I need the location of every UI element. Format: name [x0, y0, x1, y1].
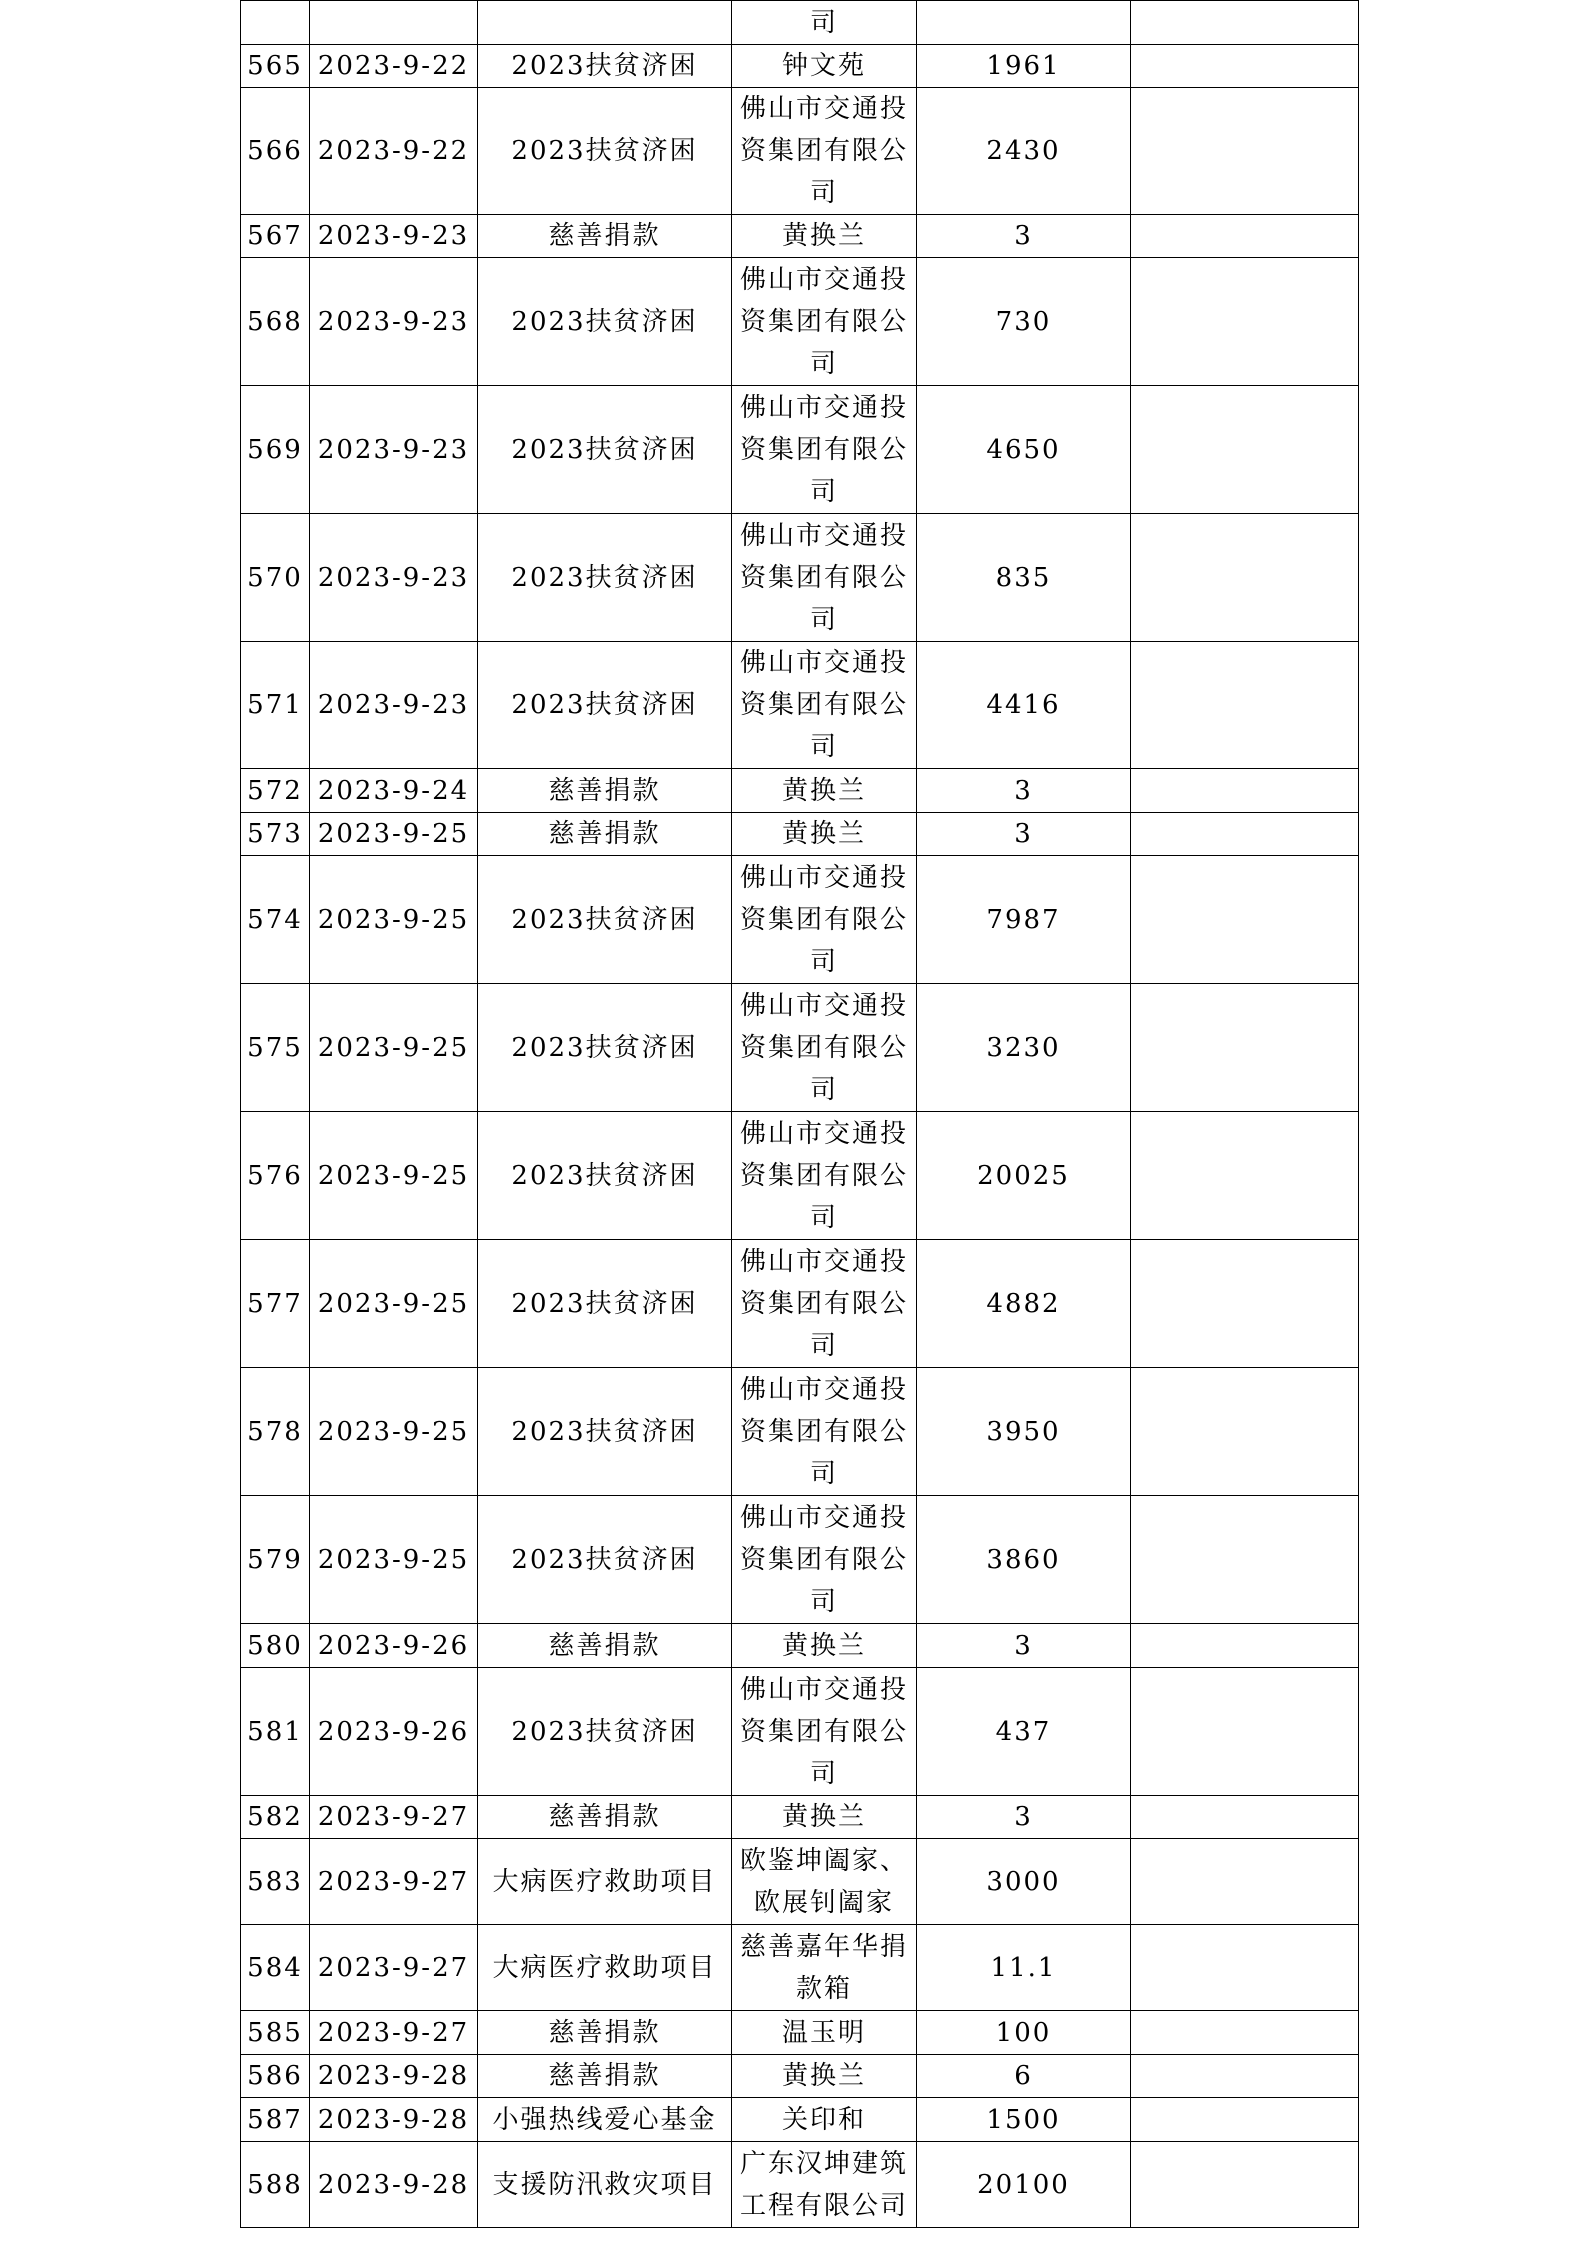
cell-donor: 佛山市交通投资集团有限公司: [732, 1668, 917, 1796]
cell-date: 2023-9-25: [310, 856, 478, 984]
cell-date: 2023-9-23: [310, 258, 478, 386]
cell-donor: 黄换兰: [732, 215, 917, 258]
table-row: [241, 1925, 1359, 2011]
cell-date: 2023-9-25: [310, 1496, 478, 1624]
cell-remark: [1131, 1668, 1359, 1796]
cell-remark: [1131, 642, 1359, 769]
cell-donor: 佛山市交通投资集团有限公司: [732, 514, 917, 642]
cell-amount: 3: [917, 215, 1131, 258]
cell-project: 慈善捐款: [478, 813, 732, 856]
cell-project: 2023扶贫济困: [478, 1112, 732, 1240]
table-row: [241, 2142, 1359, 2228]
cell-date: 2023-9-23: [310, 642, 478, 769]
cell-amount: 1961: [917, 45, 1131, 88]
cell-donor: 黄换兰: [732, 813, 917, 856]
cell-project: 小强热线爱心基金: [478, 2098, 732, 2142]
cell-remark: [1131, 1925, 1359, 2011]
cell-remark: [1131, 1496, 1359, 1624]
cell-project: 2023扶贫济困: [478, 984, 732, 1112]
cell-project: 2023扶贫济困: [478, 856, 732, 984]
cell-project: 2023扶贫济困: [478, 514, 732, 642]
cell-donor: 黄换兰: [732, 1796, 917, 1839]
table-row: [241, 2011, 1359, 2055]
table-row: [241, 1368, 1359, 1496]
cell-no: 572: [241, 769, 310, 813]
cell-amount: 20025: [917, 1112, 1131, 1240]
cell-amount: 3230: [917, 984, 1131, 1112]
cell-amount: 4416: [917, 642, 1131, 769]
cell-amount: 3: [917, 1796, 1131, 1839]
cell-project: 2023扶贫济困: [478, 1368, 732, 1496]
table-row: [241, 386, 1359, 514]
cell-project: 大病医疗救助项目: [478, 1925, 732, 2011]
cell-amount: 730: [917, 258, 1131, 386]
cell-donor: 佛山市交通投资集团有限公司: [732, 642, 917, 769]
cell-remark: [1131, 2011, 1359, 2055]
cell-date: 2023-9-27: [310, 2011, 478, 2055]
cell-donor: 黄换兰: [732, 769, 917, 813]
cell-date: 2023-9-23: [310, 215, 478, 258]
cell-donor: 佛山市交通投资集团有限公司: [732, 1240, 917, 1368]
cell-date: 2023-9-25: [310, 813, 478, 856]
cell-donor: 关印和: [732, 2098, 917, 2142]
cell-remark: [1131, 45, 1359, 88]
table-row: [241, 215, 1359, 258]
cell-amount: 11.1: [917, 1925, 1131, 2011]
cell-date: 2023-9-26: [310, 1624, 478, 1668]
cell-amount: 4650: [917, 386, 1131, 514]
cell-no: 580: [241, 1624, 310, 1668]
cell-no: 582: [241, 1796, 310, 1839]
cell-remark: [1131, 1, 1359, 45]
cell-remark: [1131, 88, 1359, 215]
cell-project: 2023扶贫济困: [478, 45, 732, 88]
cell-date: 2023-9-22: [310, 45, 478, 88]
cell-remark: [1131, 1368, 1359, 1496]
table-row-continued: [241, 1, 1359, 45]
cell-donor: 欧鉴坤阖家、欧展钊阖家: [732, 1839, 917, 1925]
cell-no: 577: [241, 1240, 310, 1368]
cell-no: 574: [241, 856, 310, 984]
cell-donor: 佛山市交通投资集团有限公司: [732, 856, 917, 984]
cell-donor: 佛山市交通投资集团有限公司: [732, 984, 917, 1112]
table-row: [241, 258, 1359, 386]
table-row: [241, 2098, 1359, 2142]
cell-project: 慈善捐款: [478, 2011, 732, 2055]
table-row: [241, 1839, 1359, 1925]
cell-no: 578: [241, 1368, 310, 1496]
cell-remark: [1131, 984, 1359, 1112]
cell-amount: 3: [917, 1624, 1131, 1668]
cell-amount: 2430: [917, 88, 1131, 215]
cell-project: 2023扶贫济困: [478, 1668, 732, 1796]
table-row: [241, 1796, 1359, 1839]
cell-project: 大病医疗救助项目: [478, 1839, 732, 1925]
cell-project: [478, 1, 732, 45]
cell-no: 586: [241, 2055, 310, 2098]
table-row: [241, 2055, 1359, 2098]
cell-date: 2023-9-28: [310, 2142, 478, 2228]
cell-date: 2023-9-25: [310, 1112, 478, 1240]
cell-amount: 3: [917, 769, 1131, 813]
table-row: [241, 769, 1359, 813]
cell-remark: [1131, 2055, 1359, 2098]
cell-project: 慈善捐款: [478, 215, 732, 258]
cell-date: 2023-9-26: [310, 1668, 478, 1796]
cell-no: 570: [241, 514, 310, 642]
cell-date: 2023-9-23: [310, 514, 478, 642]
cell-donor: 广东汉坤建筑工程有限公司: [732, 2142, 917, 2228]
cell-no: [241, 1, 310, 45]
cell-remark: [1131, 1624, 1359, 1668]
cell-date: 2023-9-25: [310, 1368, 478, 1496]
cell-amount: 4882: [917, 1240, 1131, 1368]
cell-date: 2023-9-22: [310, 88, 478, 215]
table-row: [241, 1240, 1359, 1368]
cell-no: 579: [241, 1496, 310, 1624]
cell-project: 慈善捐款: [478, 769, 732, 813]
cell-project: 2023扶贫济困: [478, 642, 732, 769]
cell-donor: 佛山市交通投资集团有限公司: [732, 88, 917, 215]
cell-remark: [1131, 769, 1359, 813]
cell-no: 583: [241, 1839, 310, 1925]
cell-project: 2023扶贫济困: [478, 386, 732, 514]
cell-amount: 3000: [917, 1839, 1131, 1925]
cell-remark: [1131, 1240, 1359, 1368]
table-row: [241, 88, 1359, 215]
cell-no: 587: [241, 2098, 310, 2142]
cell-no: 585: [241, 2011, 310, 2055]
cell-remark: [1131, 1112, 1359, 1240]
cell-date: 2023-9-27: [310, 1796, 478, 1839]
cell-remark: [1131, 2142, 1359, 2228]
donation-ledger-table: [240, 0, 1359, 2228]
ledger-body: [241, 1, 1359, 2228]
cell-no: 588: [241, 2142, 310, 2228]
table-row: [241, 1624, 1359, 1668]
table-row: [241, 514, 1359, 642]
table-row: [241, 1112, 1359, 1240]
cell-donor: 佛山市交通投资集团有限公司: [732, 1496, 917, 1624]
cell-donor: 司: [732, 1, 917, 45]
cell-no: 576: [241, 1112, 310, 1240]
cell-project: 2023扶贫济困: [478, 258, 732, 386]
cell-amount: 3950: [917, 1368, 1131, 1496]
cell-no: 571: [241, 642, 310, 769]
cell-remark: [1131, 1839, 1359, 1925]
table-row: [241, 984, 1359, 1112]
cell-date: 2023-9-28: [310, 2055, 478, 2098]
table-row: [241, 45, 1359, 88]
cell-remark: [1131, 215, 1359, 258]
cell-amount: [917, 1, 1131, 45]
cell-donor: 钟文苑: [732, 45, 917, 88]
cell-remark: [1131, 386, 1359, 514]
cell-donor: 佛山市交通投资集团有限公司: [732, 386, 917, 514]
cell-remark: [1131, 813, 1359, 856]
cell-project: 慈善捐款: [478, 1796, 732, 1839]
cell-no: 569: [241, 386, 310, 514]
cell-amount: 20100: [917, 2142, 1131, 2228]
cell-donor: 黄换兰: [732, 2055, 917, 2098]
table-row: [241, 1496, 1359, 1624]
cell-project: 慈善捐款: [478, 1624, 732, 1668]
cell-donor: 温玉明: [732, 2011, 917, 2055]
cell-no: 581: [241, 1668, 310, 1796]
table-row: [241, 813, 1359, 856]
cell-amount: 6: [917, 2055, 1131, 2098]
table-row: [241, 1668, 1359, 1796]
cell-project: 2023扶贫济困: [478, 88, 732, 215]
cell-date: 2023-9-27: [310, 1839, 478, 1925]
cell-amount: 7987: [917, 856, 1131, 984]
cell-date: 2023-9-23: [310, 386, 478, 514]
cell-no: 568: [241, 258, 310, 386]
cell-no: 573: [241, 813, 310, 856]
cell-amount: 100: [917, 2011, 1131, 2055]
cell-project: 支援防汛救灾项目: [478, 2142, 732, 2228]
cell-date: 2023-9-28: [310, 2098, 478, 2142]
cell-donor: 佛山市交通投资集团有限公司: [732, 1112, 917, 1240]
cell-no: 575: [241, 984, 310, 1112]
cell-project: 2023扶贫济困: [478, 1240, 732, 1368]
cell-project: 慈善捐款: [478, 2055, 732, 2098]
cell-no: 584: [241, 1925, 310, 2011]
cell-remark: [1131, 856, 1359, 984]
cell-no: 567: [241, 215, 310, 258]
cell-remark: [1131, 2098, 1359, 2142]
cell-date: [310, 1, 478, 45]
cell-date: 2023-9-25: [310, 1240, 478, 1368]
cell-donor: 佛山市交通投资集团有限公司: [732, 1368, 917, 1496]
cell-remark: [1131, 1796, 1359, 1839]
cell-amount: 3860: [917, 1496, 1131, 1624]
cell-no: 565: [241, 45, 310, 88]
cell-remark: [1131, 514, 1359, 642]
cell-donor: 黄换兰: [732, 1624, 917, 1668]
cell-amount: 437: [917, 1668, 1131, 1796]
cell-amount: 3: [917, 813, 1131, 856]
cell-donor: 慈善嘉年华捐款箱: [732, 1925, 917, 2011]
cell-date: 2023-9-27: [310, 1925, 478, 2011]
cell-no: 566: [241, 88, 310, 215]
cell-remark: [1131, 258, 1359, 386]
table-row: [241, 856, 1359, 984]
cell-donor: 佛山市交通投资集团有限公司: [732, 258, 917, 386]
cell-date: 2023-9-25: [310, 984, 478, 1112]
table-row: [241, 642, 1359, 769]
cell-project: 2023扶贫济困: [478, 1496, 732, 1624]
cell-amount: 835: [917, 514, 1131, 642]
cell-date: 2023-9-24: [310, 769, 478, 813]
cell-amount: 1500: [917, 2098, 1131, 2142]
